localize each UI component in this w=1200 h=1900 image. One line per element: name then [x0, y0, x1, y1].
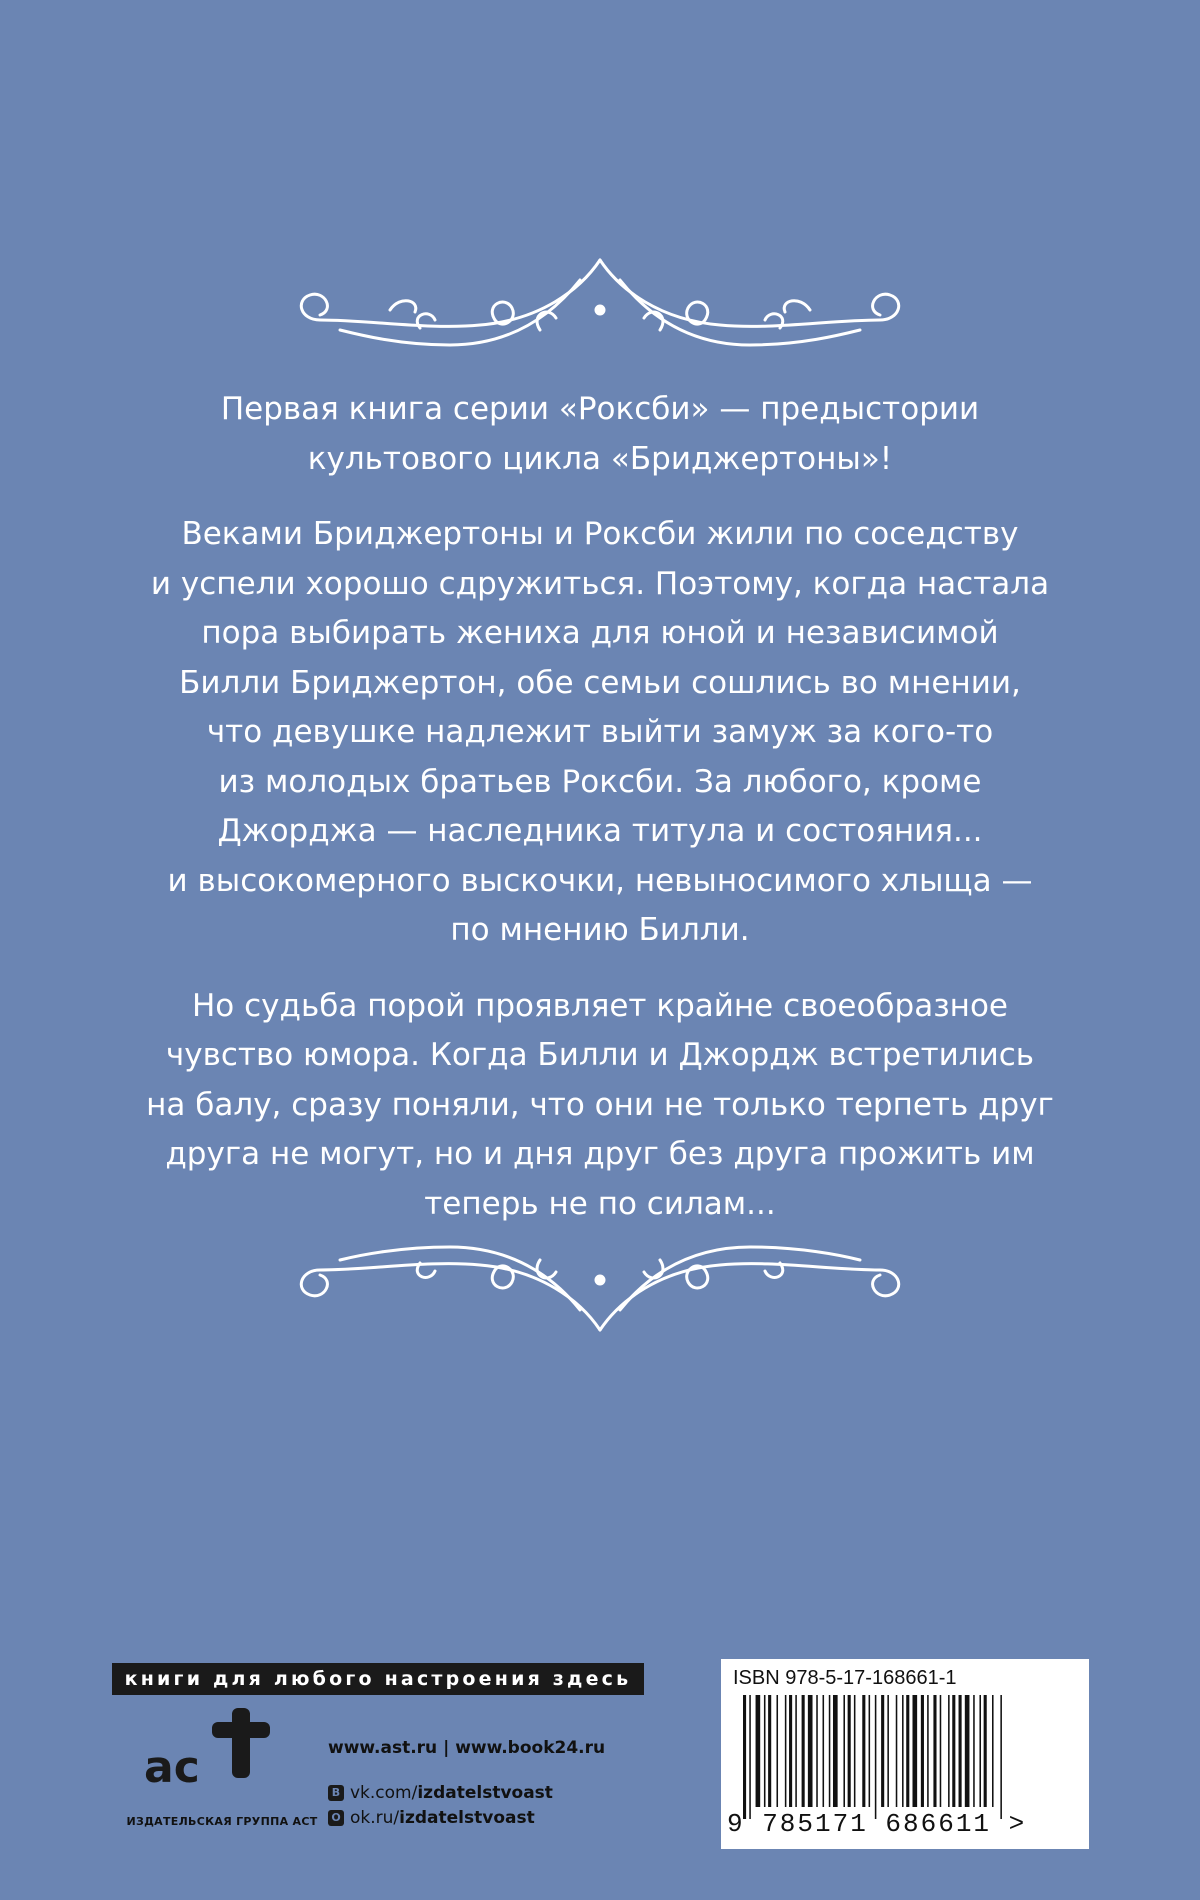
barcode-bar [979, 1695, 981, 1807]
publisher-caption: ИЗДАТЕЛЬСКАЯ ГРУППА АСТ [126, 1815, 318, 1828]
barcode-bar [1000, 1695, 1002, 1819]
publisher-links [328, 1738, 605, 1830]
barcode-bar [854, 1695, 856, 1807]
bottom-ornament [280, 1235, 920, 1345]
blurb-paragraph-3: Но судьба порой проявляет крайне своеобразное чувство юмора. Когда Билли и Джордж встретились на балу, сразу поняли, что они не только терпеть друг друга не могут, но и дня друг без друга прожить им теперь не по силам... [146, 987, 1054, 1222]
barcode-bar [875, 1695, 877, 1819]
barcode-bar [833, 1695, 838, 1807]
barcode-bar [848, 1695, 851, 1807]
barcode-bar [869, 1695, 871, 1807]
barcode-bar [921, 1695, 924, 1807]
barcode-bar [823, 1695, 825, 1807]
barcode-bar [887, 1695, 889, 1807]
barcode-bar [768, 1695, 771, 1807]
vk-handle: izdatelstvoast [417, 1782, 553, 1803]
barcode-bar [896, 1695, 898, 1807]
barcode-bar [940, 1695, 942, 1807]
isbn-label: ISBN 978-5-17-168661-1 [733, 1667, 957, 1689]
barcode-bar [912, 1695, 917, 1807]
barcode-bar [776, 1695, 778, 1807]
top-ornament [280, 250, 920, 360]
isbn-digits: 9 785171 686611 > [727, 1809, 1027, 1839]
barcode-bar [756, 1695, 761, 1807]
barcode-bar [965, 1695, 970, 1807]
ok-handle: izdatelstvoast [399, 1807, 535, 1828]
barcode-bar [973, 1695, 975, 1807]
barcode-bar [881, 1695, 884, 1807]
barcode-bar [789, 1695, 792, 1807]
barcode-bar [992, 1695, 994, 1807]
publisher-websites[interactable]: www.ast.ru | www.book24.ru [328, 1738, 606, 1758]
ok-prefix: ok.ru/ [350, 1807, 400, 1828]
barcode-bar [959, 1695, 962, 1807]
isbn-barcode-block [721, 1659, 1089, 1849]
ok-icon: О [328, 1810, 344, 1826]
barcode-bar [749, 1695, 751, 1819]
barcode-bar [785, 1695, 787, 1807]
barcode-bar [816, 1695, 818, 1807]
ast-logo-mark [140, 1702, 290, 1792]
barcode-bar [933, 1695, 936, 1807]
svg-text:ac: ac [144, 1742, 200, 1792]
barcode-bar [808, 1695, 813, 1807]
blurb-paragraph-2: Веками Бриджертоны и Роксби жили по соседству и успели хорошо сдружиться. Поэтому, когда настала пора выбирать жениха для юной и независимой Билли Бриджертон, обе семьи сошлись во мнении, что девушке надлежит выйти замуж за кого-то из молодых братьев Роксби. За любого, кроме Джорджа — наследника титула и состояния... и высокомерного выскочки, невыносимого хлыща — по мнению Билли. [150, 516, 1050, 948]
barcode-bar [862, 1695, 865, 1807]
barcode-bar [764, 1695, 766, 1807]
barcode [739, 1695, 1075, 1819]
barcode-bar [795, 1695, 797, 1807]
vk-prefix: vk.com/ [350, 1782, 418, 1803]
barcode-bar [984, 1695, 987, 1807]
barcode-bar [902, 1695, 904, 1807]
barcode-bar [829, 1695, 831, 1807]
barcode-bar [802, 1695, 805, 1807]
barcode-bar [906, 1695, 909, 1807]
ast-logo [130, 1702, 300, 1812]
barcode-bar [843, 1695, 845, 1807]
vk-link[interactable] [328, 1780, 605, 1805]
barcode-bar [952, 1695, 955, 1807]
barcode-bar [927, 1695, 929, 1807]
barcode-bar [743, 1695, 746, 1819]
blurb-paragraph-1: Первая книга серии «Роксби» — предыстории культового цикла «Бриджертоны»! [220, 391, 980, 477]
vk-icon: В [328, 1785, 344, 1801]
ok-link[interactable] [328, 1805, 605, 1830]
barcode-bar [948, 1695, 950, 1807]
blurb-text [130, 385, 1070, 1255]
tagline-bar: книги для любого настроения здесь [112, 1663, 644, 1695]
